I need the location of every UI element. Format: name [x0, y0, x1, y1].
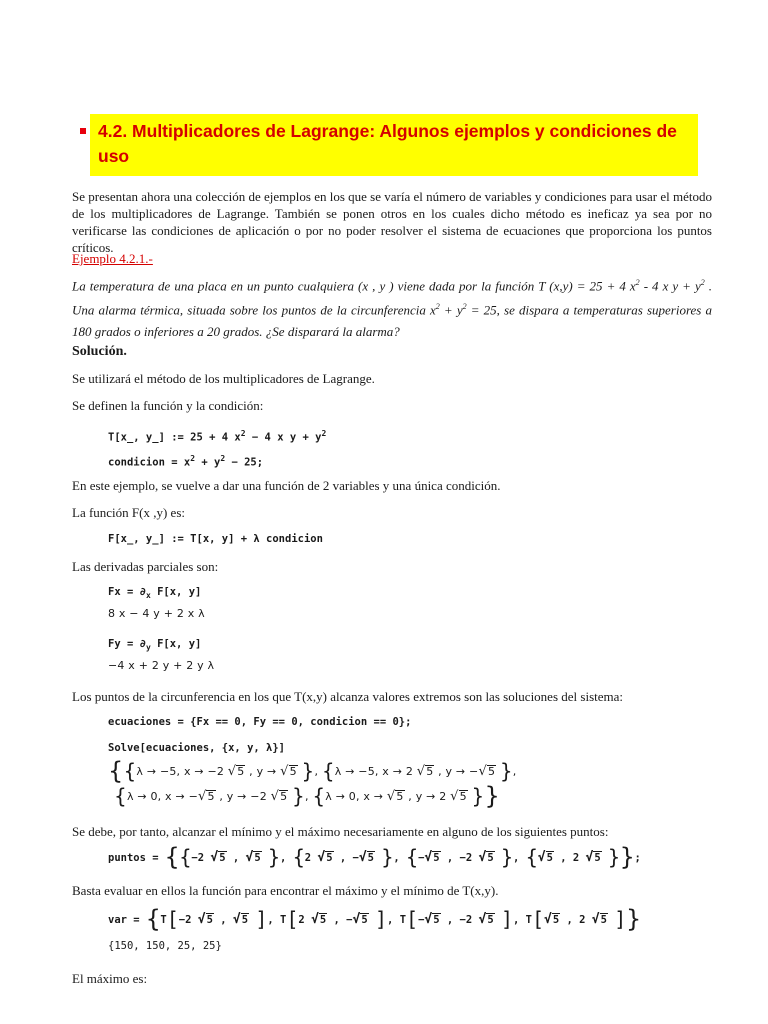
- solution-p1: Se utilizará el método de los multiplicadores de Lagrange.: [72, 371, 375, 386]
- output-Fy: −4 x + 2 y + 2 y λ: [108, 659, 215, 672]
- code-define-condition[interactable]: condicion = $x^2 + y^2 - 25$;: [108, 454, 264, 469]
- section-header: [72, 114, 698, 176]
- bullet-icon: [80, 128, 86, 134]
- code-equations[interactable]: ecuaciones = {Fx == 0, Fy == 0, condicion == 0};: [108, 716, 412, 728]
- intro-paragraph: Se presentan ahora una colección de ejemplos en los que se varía el número de variables y condiciones para usar el método de los multiplicadores de Lagrange. También se ponen otros en los cuales dicho método es ineficaz ya sea por no verificarse las condiciones de aplicación o por no poder resolver el sistema de ecuaciones que proporciona los puntos críticos.: [72, 189, 713, 255]
- solution-p5: Las derivadas parciales son:: [72, 559, 219, 574]
- output-var: {150, 150, 25, 25}: [108, 940, 222, 952]
- code-Fy[interactable]: $Fy = \partial_y$ F[x, y]: [108, 638, 202, 653]
- example-label[interactable]: Ejemplo 4.2.1.-: [72, 251, 153, 266]
- section-title: 4.2. Multiplicadores de Lagrange: Algunos ejemplos y condiciones de uso: [90, 114, 698, 176]
- solution-p9: El máximo es:: [72, 971, 148, 986]
- code-solve[interactable]: Solve[ecuaciones, {x, y, λ}]: [108, 742, 286, 754]
- example-statement: La temperatura de una placa en un punto cualquiera (x , y ) viene dada por la función T (x,y) = 25 + 4 $x^2 - 4$ x $y + y^2$ . Una alarma térmica, situada sobre los puntos de la circunferencia $x^2 + y^2 = 25$, se dispara a temperaturas superiores a 180 grados o inferiores a 20 grados. ¿Se disparará la alarma?: [72, 278, 712, 339]
- solution-p3: En este ejemplo, se vuelve a dar una función de 2 variables y una única condición.: [72, 478, 501, 493]
- solution-p7: Se debe, por tanto, alcanzar el mínimo y el máximo necesariamente en alguno de los siguientes puntos:: [72, 824, 609, 839]
- solution-p6: Los puntos de la circunferencia en los que T(x,y) alcanza valores extremos son las soluciones del sistema:: [72, 689, 624, 704]
- code-Fx[interactable]: $Fx = \partial_x$ F[x, y]: [108, 586, 202, 601]
- solution-p2: Se definen la función y la condición:: [72, 398, 264, 413]
- code-define-T[interactable]: T[x_, y_] := 25 + 4 $x^2 - 4$ x $y + y^2$: [108, 429, 327, 444]
- code-points[interactable]: puntos = {{−2 √5 , √5 }, {2 √5 , −√5 }, {−√5 , −2 √5 }, {√5 , 2 √5 }};: [108, 843, 641, 871]
- solution-p4: La función F(x ,y) es:: [72, 505, 186, 520]
- output-Fx: 8 x − 4 y + 2 x λ: [108, 607, 205, 620]
- code-define-F[interactable]: F[x_, y_] := T[x, y] + λ condicion: [108, 533, 323, 545]
- solve-output-line1: {{λ → −5, x → −2 √5 , y → √5 }, {λ → −5, x → 2 √5 , y → −√5 },: [108, 757, 517, 785]
- code-var[interactable]: var = {T[−2 √5 , √5 ], T[2 √5 , −√5 ], T[−√5 , −2 √5 ], T[√5 , 2 √5 ]}: [108, 905, 641, 933]
- solution-heading: Solución.: [72, 344, 127, 359]
- solution-p8: Basta evaluar en ellos la función para encontrar el máximo y el mínimo de T(x,y).: [72, 883, 499, 898]
- solve-output-line2: {λ → 0, x → −√5 , y → −2 √5 }, {λ → 0, x → √5 , y → 2 √5 }}: [114, 782, 500, 810]
